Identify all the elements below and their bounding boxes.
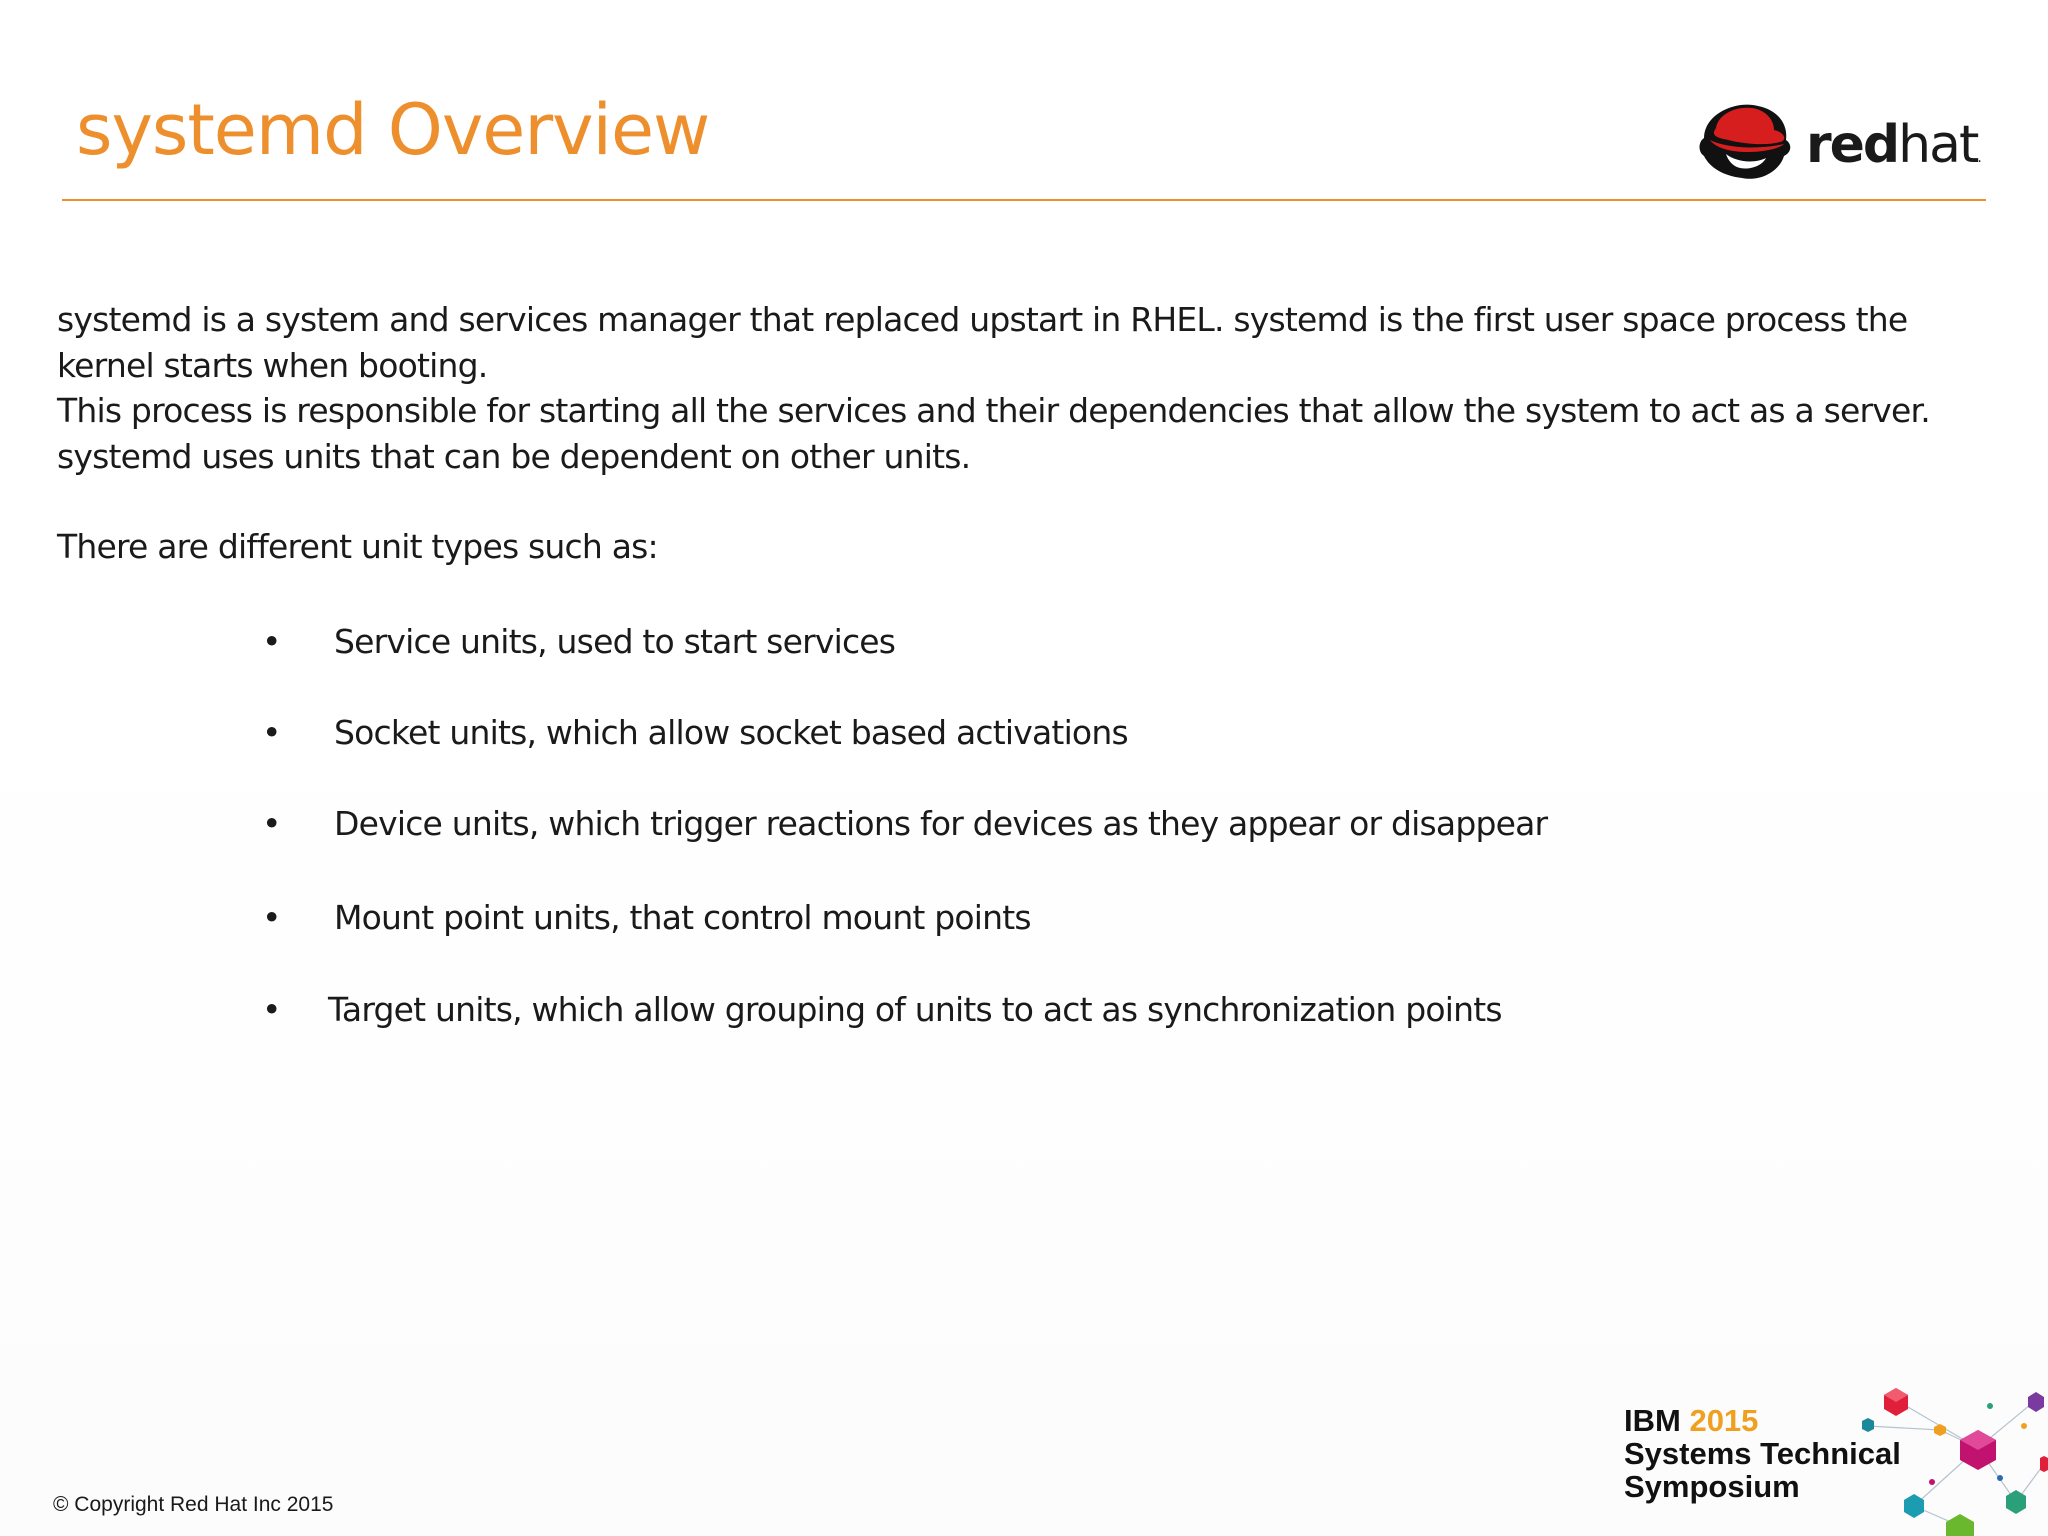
shadowman-icon <box>1696 98 1796 182</box>
bullet-marker: • <box>262 898 281 937</box>
event-year: 2015 <box>1689 1403 1759 1438</box>
list-item <box>262 619 895 665</box>
cube-network-icon <box>1840 1386 2048 1536</box>
body-text <box>57 297 1987 570</box>
paragraph-line: This process is responsible for starting all the services and their dependencies that allow the system to act as a server. <box>57 391 1930 430</box>
unit-types-intro: There are different unit types such as: <box>57 527 658 566</box>
copyright-notice: © Copyright Red Hat Inc 2015 <box>53 1493 334 1516</box>
bullet-marker: • <box>262 713 281 752</box>
slide-title: systemd Overview <box>76 89 710 171</box>
list-item <box>262 710 1128 756</box>
event-line-2: Systems Technical <box>1624 1436 1901 1471</box>
list-item-text: Socket units, which allow socket based activations <box>334 713 1128 752</box>
paragraph-line: systemd is a system and services manager that replaced upstart in RHEL. systemd is the first user space process the <box>57 300 1908 339</box>
list-item <box>262 801 1547 847</box>
wordmark-red: red <box>1806 115 1899 175</box>
list-item <box>262 987 1502 1033</box>
redhat-logo <box>1696 98 1980 188</box>
list-item-text: Service units, used to start services <box>334 622 896 661</box>
list-item-text: Device units, which trigger reactions for devices as they appear or disappear <box>334 804 1548 843</box>
bullet-marker: • <box>262 804 281 843</box>
paragraph-line: systemd uses units that can be dependent on other units. <box>57 436 971 476</box>
wordmark-hat: hat <box>1898 115 1978 175</box>
event-line-3: Symposium <box>1624 1469 1800 1504</box>
event-ibm: IBM <box>1624 1403 1681 1438</box>
wordmark-mark: . <box>1977 150 1980 166</box>
list-item-text: Target units, which allow grouping of units to act as synchronization points <box>328 990 1502 1029</box>
list-item <box>262 895 1031 941</box>
redhat-wordmark <box>1806 110 1980 193</box>
title-divider <box>62 199 1986 201</box>
list-item-text: Mount point units, that control mount points <box>334 898 1031 937</box>
paragraph-line: kernel starts when booting. <box>57 345 488 385</box>
bullet-marker: • <box>262 990 281 1029</box>
bullet-marker: • <box>262 622 281 661</box>
